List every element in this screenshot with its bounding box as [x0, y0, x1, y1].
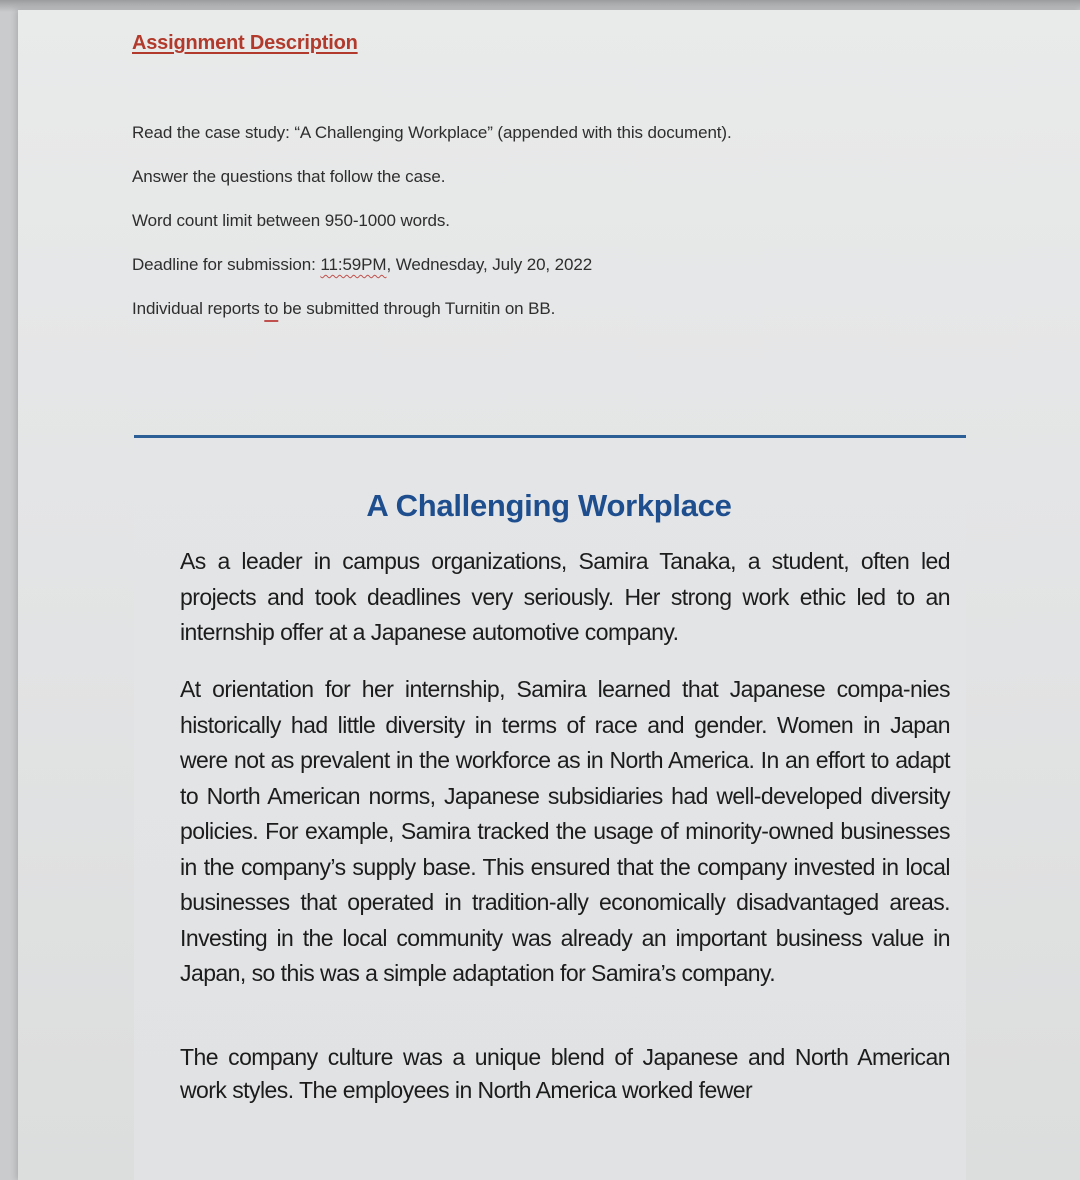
deadline-line	[132, 254, 932, 298]
deadline-label: Deadline for submission:	[132, 255, 321, 274]
deadline-time: 11:59PM	[320, 255, 387, 274]
instruction-line: Word count limit between 950-1000 words.	[132, 211, 450, 230]
case-study-panel	[134, 438, 966, 1180]
document-page	[18, 10, 1080, 1180]
case-paragraph: At orientation for her internship, Samira learned that Japanese compa-nies historically had little diversity in terms of race and gender. Women in Japan were not as prevalent in the workforce as in North America. In an effort to adapt to North American norms, Japanese subsidiaries had well-developed diversity policies. For example, Samira tracked the usage of minority-owned businesses in the company’s supply base. This ensured that the company invested in local businesses that operated in tradition-ally economically disadvantaged areas. Investing in the local community was already an important business value in Japan, so this was a simple adaptation for Samira’s company.	[180, 676, 950, 986]
submission-suffix: be submitted through Turnitin on BB.	[278, 299, 556, 318]
instruction-line: Answer the questions that follow the case.	[132, 167, 446, 186]
submission-to-word: to	[264, 299, 279, 318]
submission-prefix: Individual reports	[132, 299, 265, 318]
instruction-line: Read the case study: “A Challenging Workplace” (appended with this document).	[132, 123, 732, 142]
case-paragraph: As a leader in campus organizations, Samira Tanaka, a student, often led projects and took deadlines very seriously. Her strong work ethic led to an internship offer at a Japanese automotive company.	[180, 548, 950, 645]
assignment-instructions	[132, 122, 932, 342]
case-paragraph: The company culture was a unique blend of Japanese and North American work styles. The employees in North America worked fewer	[180, 1044, 950, 1103]
assignment-title: Assignment Description	[132, 32, 358, 54]
submission-line	[132, 298, 932, 342]
case-title: A Challenging Workplace	[366, 488, 732, 523]
deadline-date: , Wednesday, July 20, 2022	[386, 255, 593, 274]
